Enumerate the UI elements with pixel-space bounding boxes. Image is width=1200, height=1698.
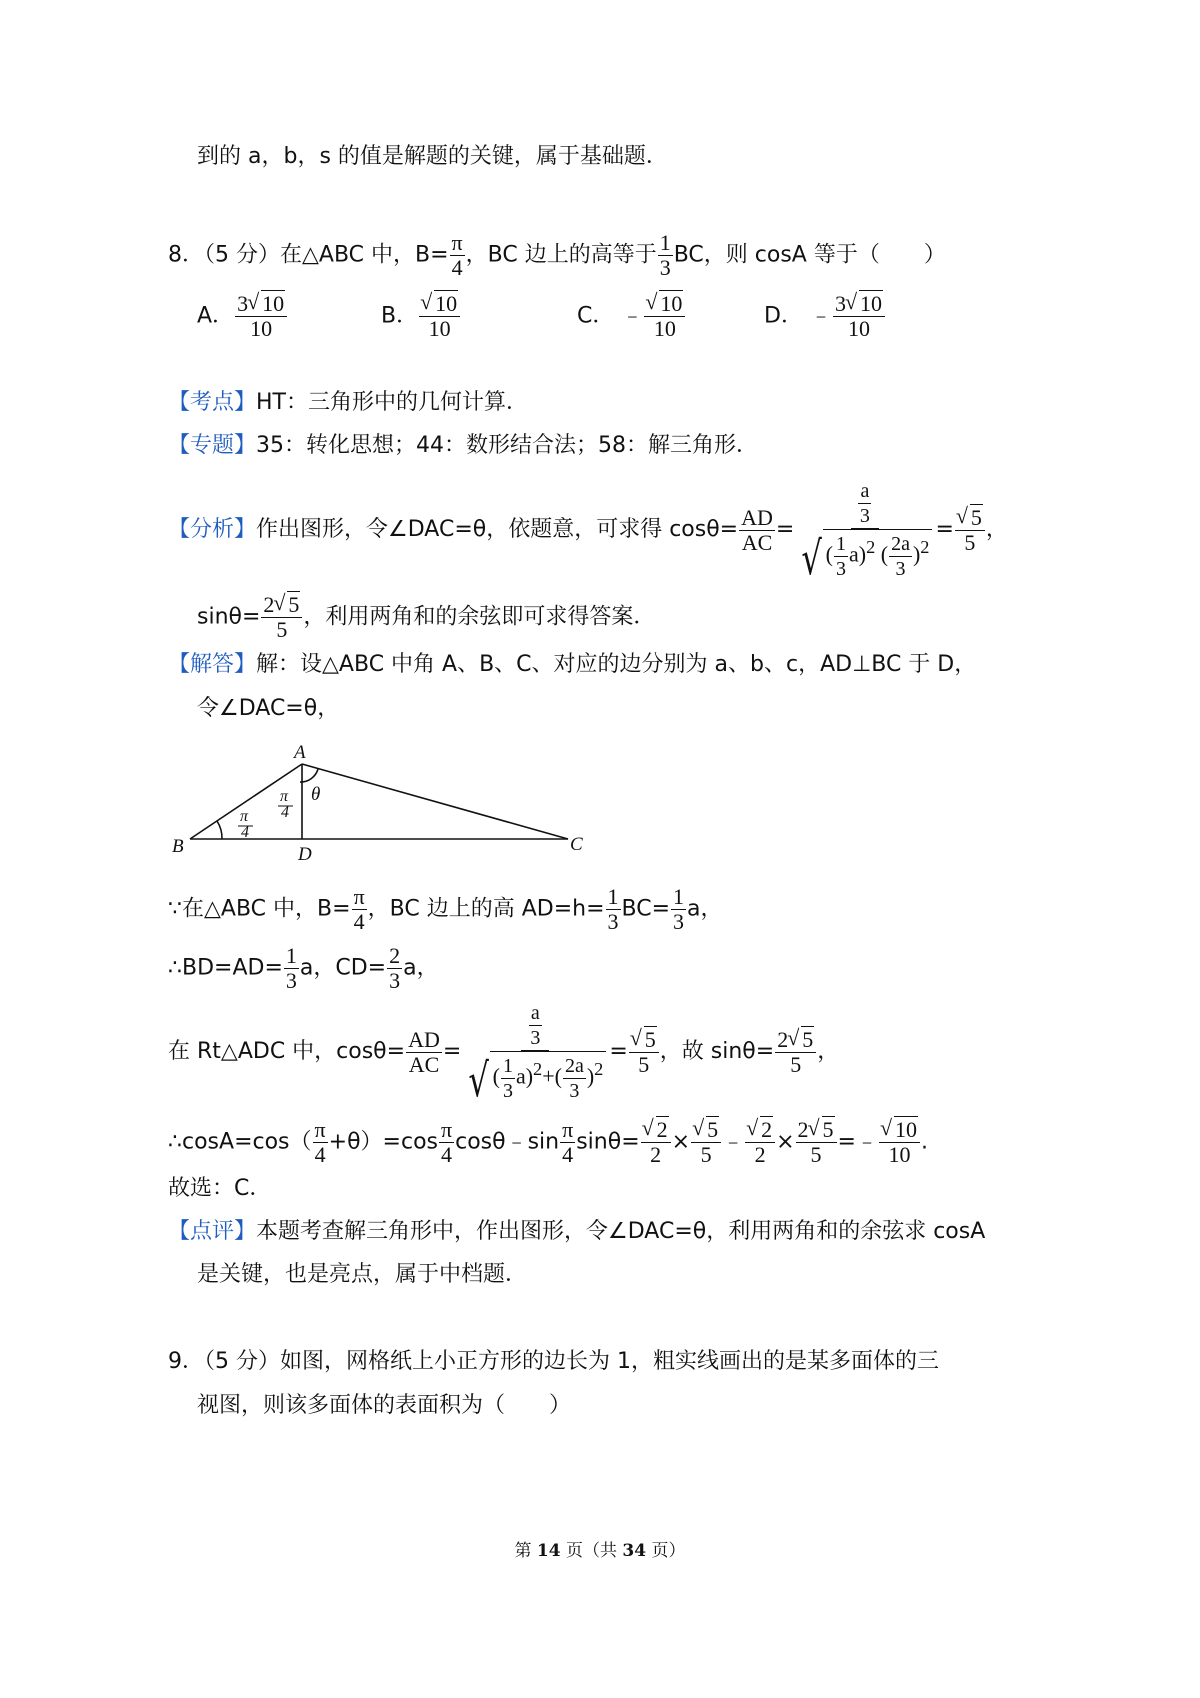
angle-b-arc	[217, 821, 222, 839]
option-c: C． ﹣ √ $\frac{10}{10}$	[577, 292, 686, 341]
label-pi-b: π	[240, 808, 249, 825]
q8-number: 8．（5 分）在△ABC 中，B=	[168, 242, 449, 268]
frac-1-3: $\frac{1}{3}$	[659, 230, 671, 280]
option-b: B． √ $\frac{10}{10}$	[381, 292, 461, 341]
kaodian-line: 【考点】HT：三角形中的几何计算．	[168, 390, 528, 415]
q8-mid: ，BC 边上的高等于	[465, 242, 657, 268]
because-line: ∵在△ABC 中，B= $\frac{\pi}{4}$ ，BC 边上的高 AD=h= $\frac{1}{3}$ BC= $\frac{1}{3}$ a，	[168, 884, 723, 934]
zhuanti-line: 【专题】35：转化思想；44：数形结合法；58：解三角形．	[168, 433, 758, 458]
label-b: B	[172, 836, 184, 857]
q8-end: BC，则 cosA 等于（ ）	[673, 242, 946, 268]
jieda-line: 【解答】解：设△ABC 中角 A、B、C、对应的边分别为 a、b、c，AD⊥BC 于 D，	[168, 652, 977, 677]
page-footer: 第 14 页（共 34 页）	[514, 1541, 686, 1561]
intro-line: 到的 a，b，s 的值是解题的关键，属于基础题．	[197, 144, 668, 169]
option-a: A． $\frac{3√ 10}{10}$	[197, 292, 288, 341]
jieda-line-2: 令∠DAC=θ，	[197, 696, 340, 721]
dianping-line: 【点评】本题考查解三角形中，作出图形，令∠DAC=θ，利用两角和的余弦求 cosA	[168, 1219, 986, 1244]
label-a: A	[294, 742, 306, 763]
rt-adc-line: 在 Rt△ADC 中，cosθ= $\frac{AD}{AC}$ = $\frac{a}{3}$ √ ( $\frac{1}{3}$ a)$^2$+( $\frac{2a}{3}$ )$^2$ = √ $\frac{5}{5}$ ，故 sinθ= $\frac{2√ 5}{5}$ ，	[168, 1000, 839, 1104]
label-theta: θ	[311, 784, 321, 805]
dianping-line-2: 是关键，也是亮点，属于中档题．	[197, 1262, 528, 1287]
page-number: 14	[536, 1541, 561, 1561]
frac-pi-4: $\frac{\pi}{4}$	[451, 230, 463, 280]
segment-ac	[302, 764, 568, 839]
question-8	[168, 231, 946, 280]
jieda-tag: 【解答】	[168, 652, 257, 677]
question-9-line-2: 视图，则该多面体的表面积为（ ）	[197, 1393, 572, 1418]
label-c: C	[570, 834, 583, 855]
label-four-b: 4	[241, 824, 249, 841]
label-four-top: 4	[281, 804, 289, 821]
option-d: D． ﹣ $\frac{3√ 10}{10}$	[764, 292, 886, 341]
triangle-figure	[160, 738, 600, 868]
choose-line: 故选：C．	[168, 1176, 272, 1201]
fenxi-line: 【分析】作出图形，令∠DAC=θ，依题意，可求得 cosθ= $\frac{AD}{AC}$ = $\frac{a}{3}$ √ ( $\frac{1}{3}$ a)$^2$ ( $\frac{2a}{3}$ )$^2$ = √ $\frac{5}{5}$ ，	[168, 478, 1008, 582]
cosa-line: ∴cosA=cos（ $\frac{\pi}{4}$ +θ）=cos $\frac{\pi}{4}$ cosθ﹣sin $\frac{\pi}{4}$ sinθ= √ $\frac{2}{2}$ × √ $\frac{5}{5}$ ﹣ √ $\frac{2}{2}$ × $\frac{2√ 5}{5}$ =﹣ √ $\frac{10}{10}$ .	[168, 1118, 928, 1167]
question-9-line-1: 9．（5 分）如图，网格纸上小正方形的边长为 1，粗实线画出的是某多面体的三	[168, 1349, 939, 1374]
fenxi-line-2: sinθ= $\frac{2√ 5}{5}$ ，利用两角和的余弦即可求得答案．	[197, 593, 655, 642]
fenxi-tag: 【分析】	[168, 517, 257, 542]
label-pi-top: π	[280, 788, 289, 805]
zhuanti-tag: 【专题】	[168, 433, 257, 458]
page-total: 34	[622, 1541, 647, 1561]
label-d: D	[298, 844, 312, 865]
therefore-bd-line: ∴BD=AD= $\frac{1}{3}$ a，CD= $\frac{2}{3}$ a，	[168, 943, 439, 993]
kaodian-tag: 【考点】	[168, 390, 257, 415]
dianping-tag: 【点评】	[168, 1219, 257, 1244]
